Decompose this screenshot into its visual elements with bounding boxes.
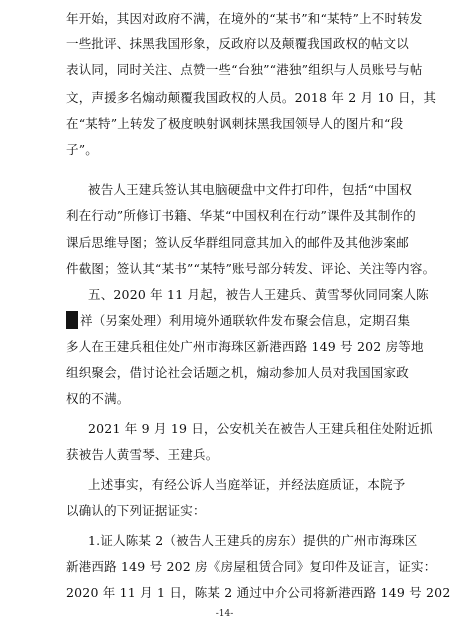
text-line: 新港西路 149 号 202 房《房屋租赁合同》复印件及证言，证实： (66, 559, 437, 574)
text-line: 课后思维导图；签认反华群组同意其加入的邮件及其他涉案邮 (66, 235, 409, 250)
text-line: 在“某特”上转发了极度映射讽刺抹黑我国领导人的图片和“段 (66, 116, 404, 131)
text-line: 年开始，其因对政府不满，在境外的“某书”和“某特”上不时转发 (66, 11, 423, 26)
text-line: 2021 年 9 月 19 日，公安机关在被告人王建兵租住处附近抓 (88, 421, 433, 436)
text-line: 件截图；签认其“某书”“某特”账号部分转发、评论、关注等内容。 (66, 261, 436, 276)
text-line: 一些批评、抹黑我国形象，反政府以及颠覆我国政权的帖文以 (66, 36, 409, 51)
page-number: -14- (215, 609, 234, 619)
text-line: 2020 年 11 月 1 日，陈某 2 通过中介公司将新港西路 149 号 202 (66, 585, 450, 600)
text-line: 以确认的下列证据证实： (66, 503, 206, 518)
text-line: 组织聚会，借讨论社会话题之机，煽动参加人员对我国国家政 (66, 365, 409, 380)
redaction-block (66, 311, 78, 329)
text-line: 上述事实，有经公诉人当庭举证，并经法庭质证，本院予 (88, 477, 406, 492)
text-line: 五、2020 年 11 月起，被告人王建兵、黄雪琴伙同同案人陈 (88, 287, 429, 302)
text-line: 权的不满。 (66, 391, 130, 406)
text-line: 表认同，同时关注、点赞一些“台独”“港独”组织与人员账号与帖 (66, 62, 423, 77)
text-line: 获被告人黄雪琴、王建兵。 (66, 447, 219, 462)
text-line: 多人在王建兵租住处广州市海珠区新港西路 149 号 202 房等地 (66, 339, 424, 354)
text-line: 祥（另案处理）利用境外通联软件发布聚会信息，定期召集 (80, 313, 411, 328)
text-line: 1.证人陈某 2（被告人王建兵的房东）提供的广州市海珠区 (88, 533, 418, 548)
text-line: 子”。 (66, 142, 98, 157)
text-line: 文，声援多名煽动颠覆我国政权的人员。2018 年 2 月 10 日，其 (66, 90, 437, 105)
text-line: 利在行动”所修订书籍、华某“中国权利在行动”课件及其制作的 (66, 208, 416, 223)
text-line: 被告人王建兵签认其电脑硬盘中文件打印件，包括“中国权 (88, 182, 413, 197)
